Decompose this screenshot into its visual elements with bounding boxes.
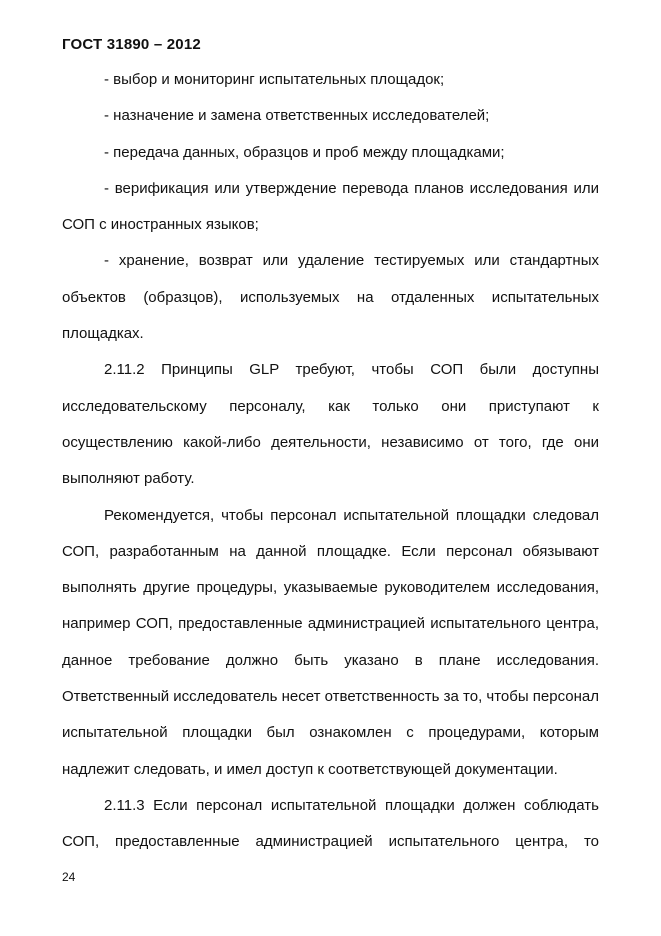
document-body (62, 62, 599, 861)
paragraph-2-11-3: 2.11.3 Если персонал испытательной площадки должен соблюдать СОП, предоставленные администрацией испытательного центра, то (62, 796, 599, 851)
document-header: ГОСТ 31890 – 2012 (62, 36, 201, 53)
paragraph-verification: - верификация или утверждение перевода планов исследования или СОП с иностранных языков; (62, 179, 599, 234)
paragraph-recommendation: Рекомендуется, чтобы персонал испытательной площадки следовал СОП, разработанным на данной площадке. Если персонал обязывают выполнять другие процедуры, указываемые руководителем исследования, например СОП, предоставленные администрацией испытательного центра, данное требование должно быть указано в плане исследования. Ответственный исследователь несет ответственность за то, чтобы персонал испытательной площадки был ознакомлен с процедурами, которым надлежит следовать, и имел доступ к соответствующей документации. (62, 506, 599, 778)
paragraph-storage: - хранение, возврат или удаление тестируемых или стандартных объектов (образцов), используемых на отдаленных испытательных площадках. (62, 252, 599, 343)
paragraph-monitoring: - выбор и мониторинг испытательных площадок; (104, 71, 445, 88)
paragraph-transfer: - передача данных, образцов и проб между площадками; (104, 143, 505, 161)
paragraph-assignment: - назначение и замена ответственных исследователей; (104, 107, 490, 125)
page-number: 24 (62, 870, 76, 884)
paragraph-2-11-2: 2.11.2 Принципы GLP требуют, чтобы СОП были доступны исследовательскому персоналу, как только они приступают к осуществлению какой-либо деятельности, независимо от того, где они выполняют работу. (62, 361, 599, 488)
